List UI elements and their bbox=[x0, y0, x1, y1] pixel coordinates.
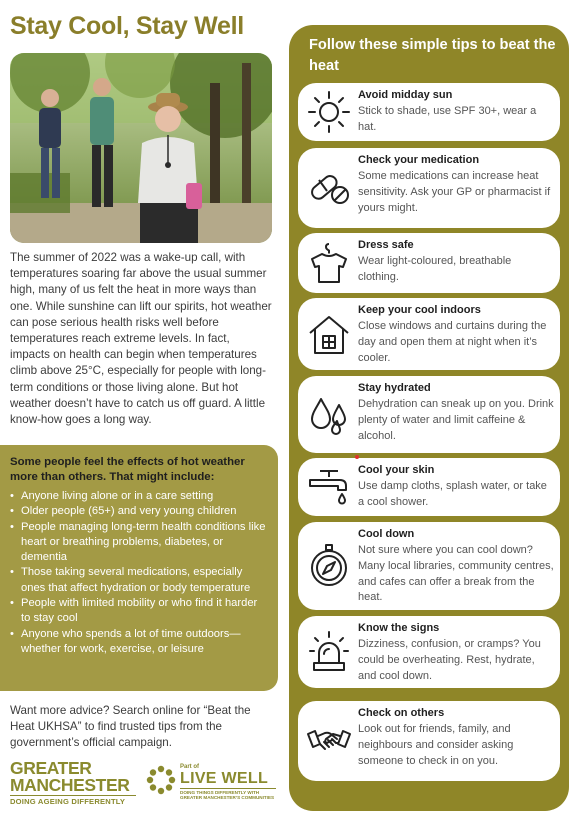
gm-logo-tagline: DOING AGEING DIFFERENTLY bbox=[10, 795, 136, 807]
tip-text: Dizziness, confusion, or cramps? You could be overheating. Rest, hydrate, and cool down. bbox=[358, 638, 541, 682]
tip-text: Look out for friends, family, and neighbours and consider asking someone to check in on you. bbox=[358, 723, 514, 767]
compass-icon bbox=[306, 543, 352, 589]
risk-item: • Anyone living alone or in a care setting bbox=[10, 489, 268, 504]
tip-text: Dehydration can sneak up on you. Drink plenty of water and limit caffeine & alcohol. bbox=[358, 398, 554, 442]
tip-card-dress-safe bbox=[298, 233, 560, 293]
tip-card-medication bbox=[298, 148, 560, 228]
risk-item: • Anyone who spends a lot of time outdoors—whether for work, exercise, or leisure bbox=[10, 627, 268, 658]
tip-card-avoid-sun bbox=[298, 83, 560, 141]
handshake-icon bbox=[306, 718, 352, 764]
risk-item: • People with limited mobility or who find it harder to stay cool bbox=[10, 596, 268, 627]
tip-title: Know the signs bbox=[358, 622, 440, 634]
intro-paragraph: The summer of 2022 was a wake-up call, with temperatures soaring far above the usual summer high, many of us felt the heat in more ways than one. While sunshine can lift our spirits, hot weather can pose serious health risks well before temperatures reach extreme levels. In fact, impacts on health can begin when temperatures climb above 25°C, especially for people with long-term conditions or those living alone. But hot weather doesn’t have to catch us off guard. A little know-how goes a long way. bbox=[10, 251, 272, 427]
tshirt-icon bbox=[306, 240, 352, 286]
tip-title: Dress safe bbox=[358, 239, 414, 251]
live-well-tagline: DOING THINGS DIFFERENTLY WITH GREATER MANCHESTER’S COMMUNITIES bbox=[180, 790, 275, 801]
tip-card-cool-indoors bbox=[298, 298, 560, 370]
tap-icon bbox=[306, 464, 352, 510]
risk-item: • People managing long-term health conditions like heart or breathing problems, diabetes, or dementia bbox=[10, 520, 268, 566]
sun-icon bbox=[306, 89, 352, 135]
tip-text: Use damp cloths, splash water, or take a cool shower. bbox=[358, 480, 547, 508]
tip-card-know-signs bbox=[298, 616, 560, 688]
live-well-logo bbox=[146, 762, 276, 802]
tip-title: Cool down bbox=[358, 528, 415, 540]
tip-text: Wear light-coloured, breathable clothing. bbox=[358, 255, 512, 283]
tip-card-check-others bbox=[298, 701, 560, 781]
tip-card-cool-skin bbox=[298, 458, 560, 516]
gm-logo-line2: MANCHESTER bbox=[10, 775, 130, 795]
tip-title: Check your medication bbox=[358, 154, 480, 166]
gm-logo-line1: GREATER bbox=[10, 758, 92, 778]
live-well-part-of: Part of bbox=[180, 764, 200, 770]
advice-paragraph: Want more advice? Search online for “Beat the Heat UKHSA” to find trusted tips from the government’s official campaign. bbox=[10, 704, 251, 749]
pill-icon bbox=[306, 165, 352, 211]
page-title: Stay Cool, Stay Well bbox=[10, 12, 244, 40]
tip-text: Close windows and curtains during the day and open them at night when it’s cooler. bbox=[358, 320, 547, 364]
live-well-name: LIVE WELL bbox=[180, 770, 269, 787]
tip-title: Avoid midday sun bbox=[358, 89, 453, 101]
risk-item: • Older people (65+) and very young children bbox=[10, 504, 268, 519]
tip-text: Not sure where you can cool down? Many local libraries, community centres, and cafes can offer a break from the heat. bbox=[358, 544, 554, 604]
tip-text: Stick to shade, use SPF 30+, wear a hat. bbox=[358, 105, 537, 133]
tip-card-cool-down bbox=[298, 522, 560, 610]
risk-groups-heading: Some people feel the effects of hot weather more than others. That might include: bbox=[10, 456, 245, 483]
tip-title: Keep your cool indoors bbox=[358, 304, 481, 316]
alarm-light-icon bbox=[306, 629, 352, 675]
greater-manchester-logo bbox=[10, 760, 136, 807]
tips-heading: Follow these simple tips to beat the heat bbox=[309, 37, 556, 74]
tip-card-hydrated bbox=[298, 376, 560, 453]
water-drops-icon bbox=[306, 391, 352, 437]
tip-title: Stay hydrated bbox=[358, 382, 431, 394]
risk-groups-list bbox=[10, 489, 268, 657]
risk-item: • Those taking several medications, especially ones that affect hydration or body temperature bbox=[10, 565, 268, 596]
red-dot-mark bbox=[355, 455, 359, 459]
hero-photo bbox=[10, 53, 272, 243]
tip-text: Some medications can increase heat sensitivity. Ask your GP or pharmacist if yours might. bbox=[358, 170, 551, 214]
tip-title: Cool your skin bbox=[358, 464, 435, 476]
house-icon bbox=[306, 311, 352, 357]
live-well-mark-icon bbox=[146, 765, 176, 795]
tip-title: Check on others bbox=[358, 707, 445, 719]
risk-groups-box bbox=[0, 445, 278, 691]
